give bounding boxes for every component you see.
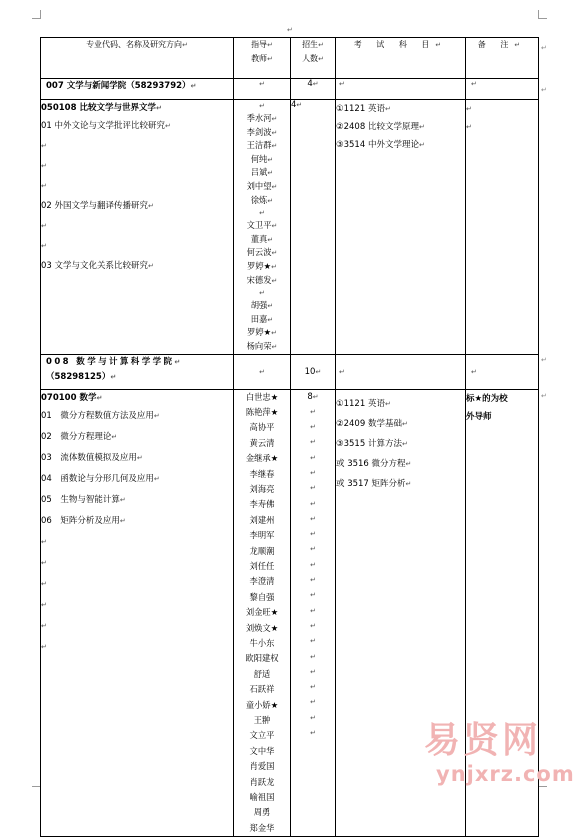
page-corner-mark <box>32 10 41 19</box>
research-direction: 03 文学与文化关系比较研究↵ <box>41 261 154 271</box>
advisor-name: 徐炼↵ <box>250 194 274 205</box>
advisor-name: 金继承★ <box>245 453 279 464</box>
exam-subject: ①1121 英语↵ <box>336 104 391 114</box>
research-direction: 01 微分方程数值方法及应用↵ <box>41 410 160 421</box>
advisor-name: 吕斌↵ <box>250 167 274 178</box>
exam-subject: ①1121 英语↵ <box>336 398 391 409</box>
program-quota: 4↵ <box>291 100 336 355</box>
dept-row-008 <box>41 354 539 389</box>
program-quota: 8↵ ↵ ↵ ↵ ↵ ↵ ↵ ↵ ↵ ↵ ↵ ↵ ↵ ↵ ↵ ↵ ↵ ↵ ↵ ↵ ↵ ↵ ↵ <box>291 389 336 837</box>
program-cell: 050108 比较文学与世界文学↵ 01 中外文论与文学批评比较研究↵ ↵ ↵ ↵ 02 外国文学与翻译传播研究↵ ↵ ↵ 03 文学与文化关系比较研究↵ <box>41 100 234 355</box>
advisor-name: 季水河↵ <box>246 113 278 123</box>
advisor-name: 喻祖国 <box>249 792 275 803</box>
program-note: ↵ ↵ <box>466 100 539 355</box>
research-direction: 05 生物与智能计算↵ <box>41 494 126 505</box>
advisor-name: 舒适 <box>253 668 271 679</box>
dept-note-cell: ↵ <box>466 79 539 100</box>
watermark-url: ynjxrz.com <box>436 762 575 786</box>
advisor-name: 高协平 <box>249 422 275 433</box>
advisor-name: 黄云清 <box>249 437 275 448</box>
advisor-name: 文中华 <box>249 745 275 756</box>
header-note: 备 注↵ <box>466 38 539 79</box>
advisor-name: 肖爱国 <box>249 761 275 772</box>
advisor-name: 刘中望↵ <box>246 180 278 191</box>
advisor-name: 陈艳萍★ <box>245 406 279 417</box>
header-exam: 考 试 科 目↵ <box>336 38 466 79</box>
advisor-name: 刘任任 <box>249 560 275 571</box>
advisor-name: 刘金旺★ <box>245 607 279 618</box>
advisor-name: 牛小东 <box>249 638 275 648</box>
advisor-name: 王洁群↵ <box>246 140 278 151</box>
advisor-name: 欧阳建权 <box>245 653 279 664</box>
dept-quota: 4↵ <box>291 79 336 100</box>
dept-exam-cell: ↵ <box>336 79 466 100</box>
advisor-name: 刘海亮 <box>249 483 275 494</box>
advisor-name: 文卫平↵ <box>246 220 278 231</box>
advisor-name: 刘焕文★ <box>245 622 279 633</box>
research-direction: 04 函数论与分形几何及应用↵ <box>41 473 160 484</box>
advisor-name: 郑金华 <box>249 822 275 833</box>
advisor-name: 田嘉↵ <box>250 313 274 324</box>
dept-exam-cell: ↵ <box>336 354 466 389</box>
dept-name: 007 文学与新闻学院（58293792）↵ <box>41 79 234 100</box>
advisor-name: 周勇 <box>253 807 271 818</box>
header-program: 专业代码、名称及研究方向↵ <box>41 38 234 79</box>
advisor-name: 龙顺潮 <box>249 545 275 556</box>
advisor-name: 文立平 <box>249 730 275 741</box>
advisor-name: 刘建州 <box>249 514 275 525</box>
advisor-name: 李剑波↵ <box>246 126 278 137</box>
research-direction: 06 矩阵分析及应用↵ <box>41 515 126 526</box>
advisor-name: 石跃祥 <box>249 684 275 695</box>
site-watermark <box>424 718 575 798</box>
advisor-name: 宋德发↵ <box>246 274 278 285</box>
enrollment-table <box>40 37 542 837</box>
advisor-name: 胡强↵ <box>250 300 274 311</box>
dept-name: 008 数学与计算科学学院↵ （58298125）↵ <box>41 354 234 389</box>
advisor-name: 李明军 <box>249 530 275 541</box>
exam-subject: 或 3517 矩阵分析↵ <box>336 478 412 489</box>
program-title: 050108 比较文学与世界文学↵ <box>41 103 162 113</box>
advisor-name: 杨向荣↵ <box>246 340 278 351</box>
exam-subjects <box>336 100 466 355</box>
advisor-name: 李寿佛 <box>249 499 275 510</box>
note-line: 标★的为校 <box>466 393 508 404</box>
research-direction: 02 外国文学与翻译传播研究↵ <box>41 201 154 211</box>
paragraph-mark: ↵ <box>541 392 547 400</box>
advisor-name: 李澄清 <box>249 576 275 587</box>
page-corner-mark <box>538 10 547 19</box>
advisor-name: 何纯↵ <box>250 153 274 164</box>
advisor-name: 肖跃龙 <box>249 776 275 787</box>
advisor-name: 罗婷★↵ <box>247 327 277 338</box>
watermark-logo-text: 易贤网 <box>424 719 542 761</box>
paragraph-mark: ↵ <box>541 86 547 94</box>
dept-quota: 10↵ <box>291 354 336 389</box>
paragraph-mark: ↵ <box>541 356 547 364</box>
paragraph-mark: ↵ <box>541 44 547 52</box>
advisor-name: 童小娇★ <box>245 699 279 710</box>
research-direction: 03 流体数值模拟及应用↵ <box>41 452 143 463</box>
program-title: 070100 数学↵ <box>41 392 103 403</box>
exam-subject: ②2409 数学基础↵ <box>336 418 408 429</box>
advisor-list <box>234 389 291 837</box>
advisor-name: 王翀 <box>253 715 271 726</box>
exam-subject: ③3515 计算方法↵ <box>336 438 408 449</box>
exam-subject: ②2408 比较文学原理↵ <box>336 122 425 132</box>
research-direction: 02 微分方程理论↵ <box>41 431 118 442</box>
dept-row-007 <box>41 79 539 100</box>
table-header-row <box>41 38 539 79</box>
program-cell: 070100 数学↵ 01 微分方程数值方法及应用↵ 02 微分方程理论↵ 03 流体数值模拟及应用↵ 04 函数论与分形几何及应用↵ 05 生物与智能计算↵ 06 矩阵分析及应用↵ ↵ ↵ ↵ ↵ ↵ ↵ <box>41 389 234 837</box>
advisor-list: ↵ 季水河↵ 李剑波↵ 王洁群↵ 何纯↵ 吕斌↵ 刘中望↵ 徐炼↵ ↵ 文卫平↵ 董真↵ 何云波↵ 罗婷★↵ 宋德发↵ ↵ 胡强↵ 田嘉↵ 罗婷★↵ 杨向荣↵ <box>234 100 291 355</box>
header-advisor: 指导↵ 教师↵ <box>234 38 291 79</box>
dept-note-cell: ↵ <box>466 354 539 389</box>
advisor-name: 李继春 <box>249 468 275 479</box>
note-line: 外导师 <box>466 411 492 422</box>
exam-subject: 或 3516 微分方程↵ <box>336 458 412 469</box>
program-row-050108 <box>41 100 539 355</box>
advisor-name: 罗婷★↵ <box>247 260 277 271</box>
advisor-name: 黎自强 <box>249 591 275 602</box>
header-quota: 招生↵ 人数↵ <box>291 38 336 79</box>
dept-advisor-cell: ↵ <box>234 354 291 389</box>
dept-advisor-cell: ↵ <box>234 79 291 100</box>
advisor-name: 何云波↵ <box>246 247 278 258</box>
research-direction: 01 中外文论与文学批评比较研究↵ <box>41 121 171 131</box>
exam-subject: ③3514 中外文学理论↵ <box>336 140 425 150</box>
advisor-name: 白世忠★ <box>245 391 279 402</box>
paragraph-mark: ↵ <box>287 26 293 34</box>
advisor-name: 董真↵ <box>250 233 274 244</box>
